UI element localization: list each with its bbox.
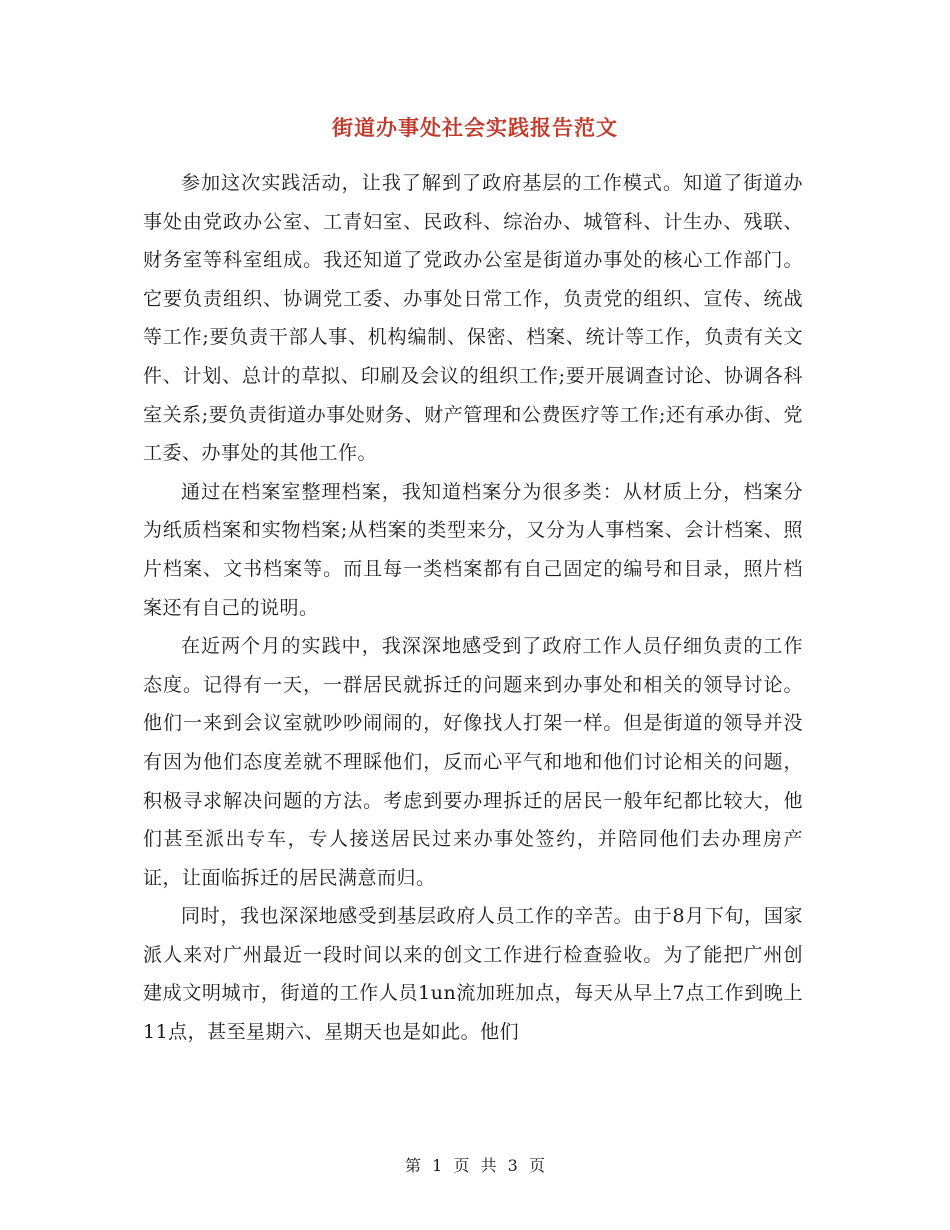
footer-current-page: 1 [432, 1156, 443, 1175]
document-title: 街道办事处社会实践报告范文 [332, 115, 618, 140]
paragraph-4: 同时，我也深深地感受到基层政府人员工作的辛苦。由于8月下旬，国家派人来对广州最近一段时间以来的创文工作进行检查验收。为了能把广州创建成文明城市，街道的工作人员1un流加班加点，每天从早上7点工作到晚上11点，甚至星期六、星期天也是如此。他们 [143, 905, 803, 1044]
paragraph-2: 通过在档案室整理档案，我知道档案分为很多类：从材质上分，档案分为纸质档案和实物档案;从档案的类型来分，又分为人事档案、会计档案、照片档案、文书档案等。而且每一类档案都有自己固定的编号和目录，照片档案还有自己的说明。 [143, 480, 803, 619]
footer-page-label: 第 [405, 1156, 422, 1175]
paragraph-1: 参加这次实践活动，让我了解到了政府基层的工作模式。知道了街道办事处由党政办公室、工青妇室、民政科、综治办、城管科、计生办、残联、财务室等科室组成。我还知道了党政办公室是街道办事处的核心工作部门。它要负责组织、协调党工委、办事处日常工作，负责党的组织、宣传、统战等工作;要负责干部人事、机构编制、保密、档案、统计等工作，负责有关文件、计划、总计的草拟、印刷及会议的组织工作;要开展调查讨论、协调各科室关系;要负责街道办事处财务、财产管理和公费医疗等工作;还有承办街、党工委、办事处的其他工作。 [143, 172, 803, 465]
footer-total-pages: 3 [507, 1156, 518, 1175]
footer-page-unit: 页 [453, 1156, 470, 1175]
footer-total-label: 共 [480, 1156, 497, 1175]
document-body [143, 164, 803, 1052]
page-footer [0, 1153, 950, 1176]
paragraph-3: 在近两个月的实践中，我深深地感受到了政府工作人员仔细负责的工作态度。记得有一天，一群居民就拆迁的问题来到办事处和相关的领导讨论。他们一来到会议室就吵吵闹闹的，好像找人打架一样。但是街道的领导并没有因为他们态度差就不理睬他们，反而心平气和地和他们讨论相关的问题，积极寻求解决问题的方法。考虑到要办理拆迁的居民一般年纪都比较大，他们甚至派出专车，专人接送居民过来办事处签约，并陪同他们去办理房产证，让面临拆迁的居民满意而归。 [143, 635, 803, 889]
footer-total-unit: 页 [528, 1156, 545, 1175]
